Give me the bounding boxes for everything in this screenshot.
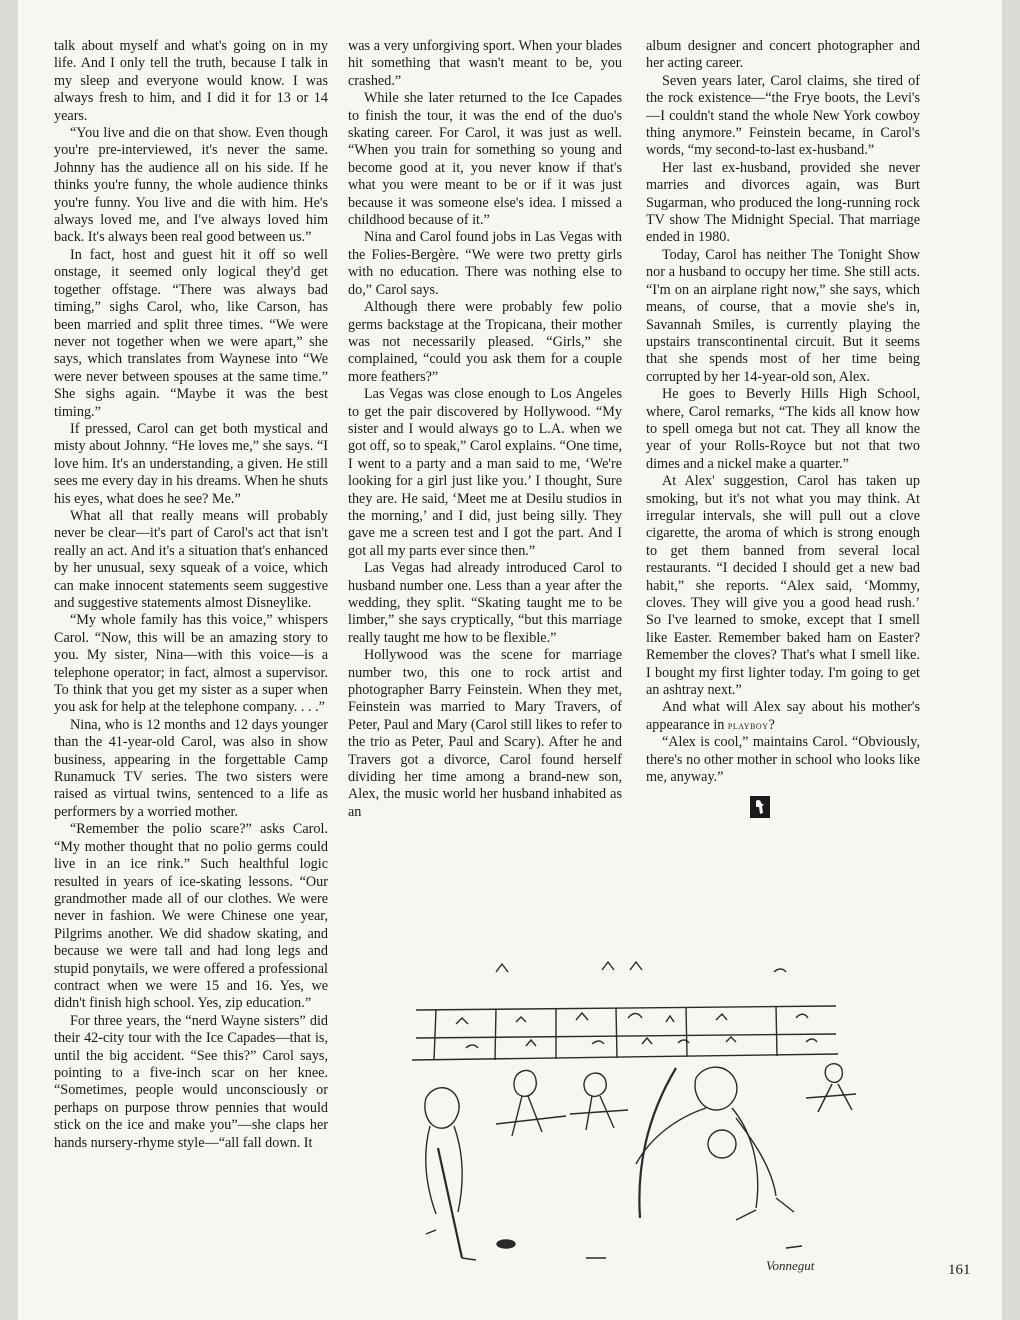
paragraph: “My whole family has this voice,” whispers Carol. “Now, this will be an amazing story to you. My sister, Nina—with this voice—is a telephone operator; in fact, almost a supervisor. To think that you get my sister as a super when you ask for help at the telephone company. . . .” [54,612,328,716]
paragraph: was a very unforgiving sport. When your blades hit something that wasn't meant to be, you crashed.” [348,38,622,89]
paragraph: While she later returned to the Ice Capades to finish the tour, it was the end of the duo's skating career. For Carol, it was just as well. “When you train for something so young and become good at it, you never know if that's what you were meant to be or if it was just because it was someone else's idea. I missed a childhood because of it.” [348,90,622,229]
paragraph: Today, Carol has neither The Tonight Show nor a husband to occupy her time. She still acts. “I'm on an airplane right now,” she says, which means, of course, that a movie she's in, Savannah Smiles, is currently playing the upstairs transcontinental circuit. But it seems that she spends most of her time being corrupted by her 14-year-old son, Alex. [646,246,920,385]
paragraph: Nina, who is 12 months and 12 days younger than the 41-year-old Carol, was also in show business, appearing in the forgettable Camp Runamuck TV series. The two sisters were raised as virtual twins, sentenced to a life as performers by a worried mother. [54,716,328,820]
magazine-page [18,0,1002,1320]
paragraph: Hollywood was the scene for marriage number two, this one to rock artist and photographer Barry Feinstein. When they met, Feinstein was married to Mary Travers, of Peter, Paul and Mary (Carol still likes to refer to the trio as Peter, Paul and Scary). After he and Travers got a divorce, Carol found herself dividing her time among a brand-new son, Alex, the music world her husband inhabited as an [348,647,622,820]
hockey-cartoon-illustration [366,948,906,1280]
paragraph: Although there were probably few polio germs backstage at the Tropicana, their mother was not necessarily pleased. “Girls,” she complained, “could you ask them for a couple more feathers?” [348,299,622,385]
page-number: 161 [948,1262,971,1278]
paragraph: Nina and Carol found jobs in Las Vegas with the Folies-Bergère. “We were two pretty girls with no education. There was nothing else to do,” Carol says. [348,229,622,298]
paragraph: “Alex is cool,” maintains Carol. “Obviously, there's no other mother in school who looks like me, anyway.” [646,734,920,786]
paragraph: What all that really means will probably never be clear—it's part of Carol's act that isn't really an act. And it's a situation that's enhanced by her unusual, sexy squeak of a voice, which can make innocent statements seem suggestive and suggestive statements almost Disneylike. [54,507,328,611]
paragraph: For three years, the “nerd Wayne sisters” did their 42-city tour with the Ice Capades—that is, until the big accident. “See this?” Carol says, pointing to a five-inch scar on her knee. “Sometimes, people would unconsciously or perhaps on purpose throw pennies that would stick on the ice and make you”—she claps her hands nursery-rhyme style—“all fall down. It [54,1012,328,1151]
paragraph: talk about myself and what's going on in my life. And I only tell the truth, because I talk in my sleep and everyone would know. I was always fresh to him, and I did it for 13 or 14 years. [54,38,328,124]
paragraph: He goes to Beverly Hills High School, where, Carol remarks, “The kids all know how to spell omega but not cat. They all know the year of your Rolls-Royce but not that two dimes and a nickel make a quarter.” [646,386,920,472]
paragraph: Her last ex-husband, provided she never marries and divorces again, was Burt Sugarman, who produced the long-running rock TV show The Midnight Special. That marriage ended in 1980. [646,159,920,246]
paragraph: “You live and die on that show. Even though you're pre-interviewed, it's never the same. Johnny has the audience all on his side. If he thinks you're funny, the whole audience thinks you're funny. You live and die with him. He's always loved me, and I've always loved him back. It's always been real good between us.” [54,125,328,246]
paragraph: At Alex' suggestion, Carol has taken up smoking, but it's not what you may think. At irregular intervals, she will pull out a clove cigarette, the aroma of which is strong enough to get them banned from several local restaurants. “I decided I should get a new bad habit,” she reports. “Alex said, ‘Mommy, cloves. They will give you a good head rush.’ So I've learned to smoke, except that I smell like Easter. Remember baked ham on Easter? Remember the cloves? That's what I smell like. I bought my first lighter today. I'm going to get an ashtray next.” [646,473,920,699]
paragraph: If pressed, Carol can get both mystical and misty about Johnny. “He loves me,” she says. “I love him. It's an understanding, a given. He still sees me every day in his dreams. When he shuts his eyes, what does he see? Me.” [54,420,328,507]
magazine-name: playboy [727,717,769,732]
text: ? [768,716,775,733]
column-3 [646,38,920,818]
text: And what will Alex say about his mother's appearance in [646,699,920,733]
column-2 [348,38,622,821]
paragraph: “Remember the polio scare?” asks Carol. “My mother thought that no polio germs could live in an ice rink.” Such healthful logic resulted in years of ice-skating lessons. “Our grandmother made all of our clothes. We were never in fashion. We were Chinese one year, Pilgrims another. We did shadow skating, and because we were tall and had long legs and stupid ponytails, we were offered a professional contract when we were 15 and 16. Yes, we didn't finish high school. Yes, zip education.” [54,821,328,1012]
paragraph [646,699,920,734]
paragraph: Las Vegas had already introduced Carol to husband number one. Less than a year after the wedding, they split. “Skating taught me to be limber,” she says cryptically, “but this marriage really taught me how to be flexible.” [348,560,622,646]
column-1 [54,38,328,1152]
paragraph: Las Vegas was close enough to Los Angeles to get the pair discovered by Hollywood. “My sister and I would always go to L.A. when we got off, so to speak,” Carol explains. “One time, I went to a party and a man said to me, ‘We're looking for a girl just like you.’ I thought, Sure they are. He said, ‘Meet me at Desilu studios in the morning,’ and I did, just being silly. They gave me a screen test and I got the part. And I got all my parts ever since then.” [348,386,622,559]
paragraph: album designer and concert photographer and her acting career. [646,38,920,72]
illustration-signature: Vonnegut [766,1258,815,1273]
paragraph: In fact, host and guest hit it off so well onstage, it seemed only logical they'd get together offstage. “There was always bad timing,” sighs Carol, who, like Carson, has been married and split three times. “We were never not together when we were apart,” she says, which translates from Waynese into “We were never between spouses at the same time.” She sighs again. “Maybe it was the best timing.” [54,246,328,420]
paragraph: Seven years later, Carol claims, she tired of the rock existence—“the Frye boots, the Levi's—I couldn't stand the whole New York cowboy thing anymore.” Feinstein became, in Carol's words, “my second-to-last ex-husband.” [646,72,920,159]
end-mark-icon [750,796,770,818]
